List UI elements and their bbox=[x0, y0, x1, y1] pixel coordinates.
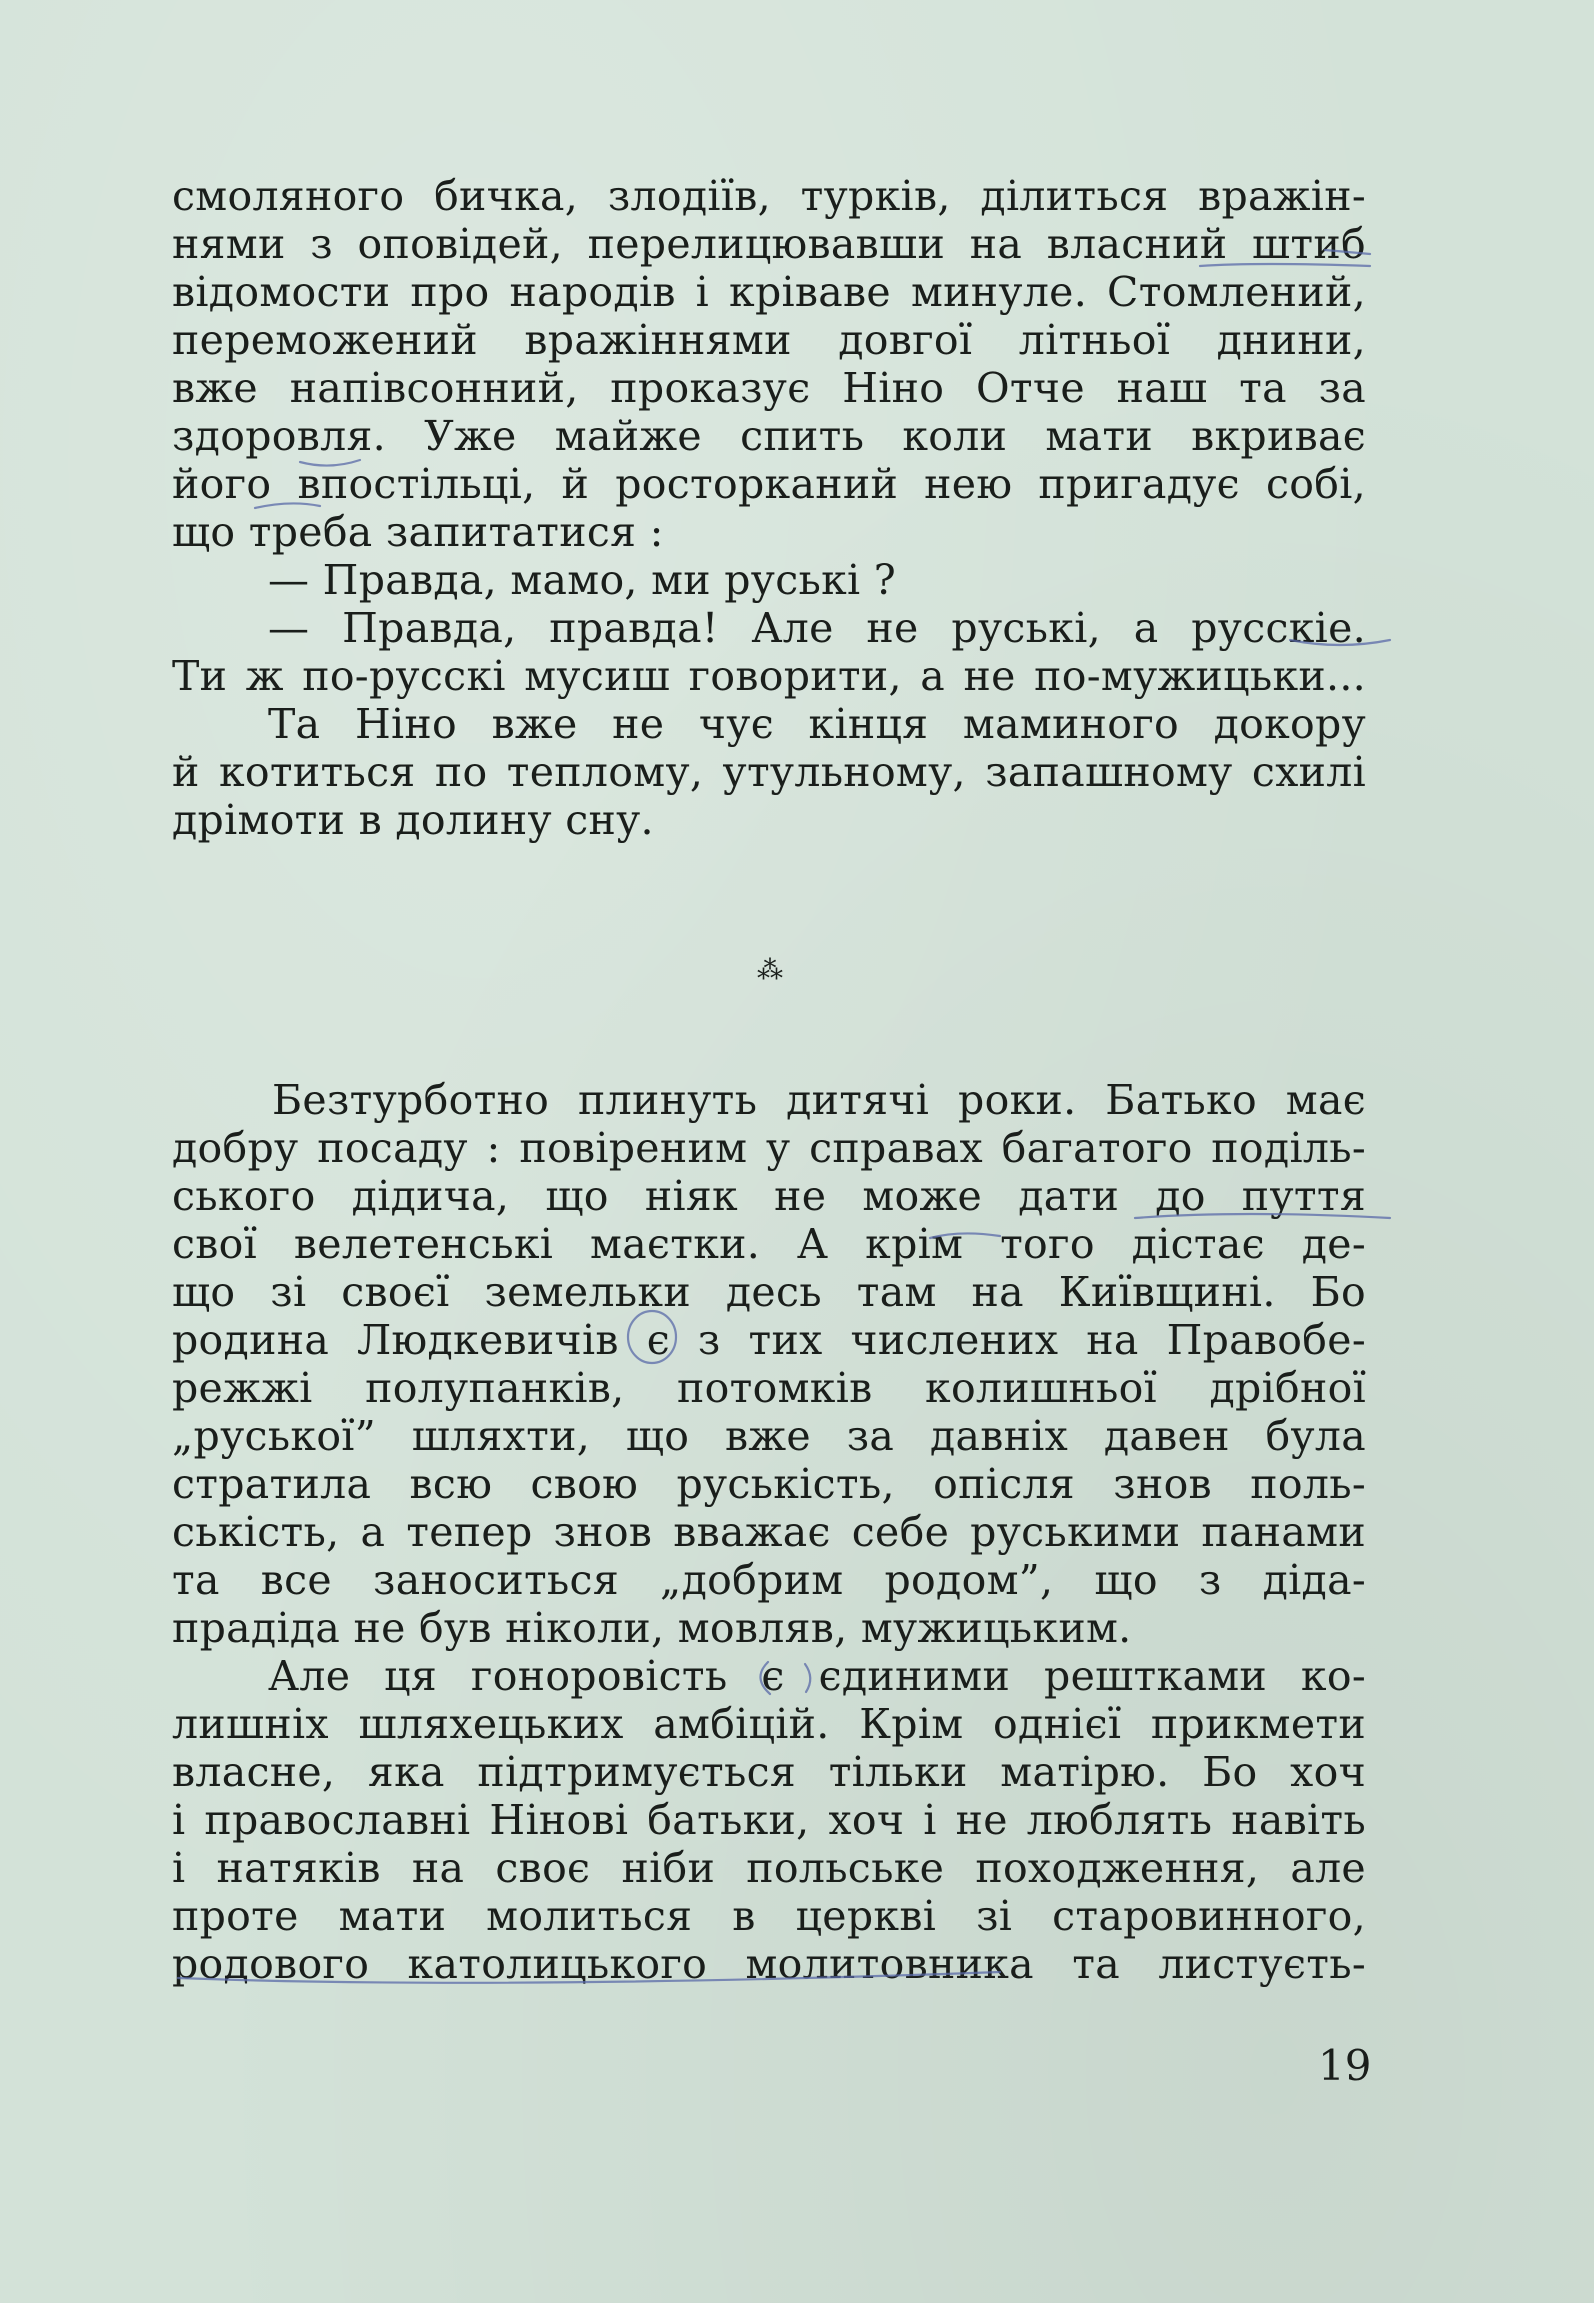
text-line: режжі полупанків, потомків колишньої дрібної bbox=[172, 1364, 1366, 1412]
text-line: стратила всю свою руськість, опісля знов поль- bbox=[172, 1460, 1366, 1508]
text-line: проте мати молиться в церкві зі старовинного, bbox=[172, 1892, 1366, 1940]
text-line: відомости про народів і кріваве минуле. Стомлений, bbox=[172, 268, 1366, 316]
text-section-bottom bbox=[172, 1076, 1366, 1988]
text-line: родина Людкевичів є з тих числених на Правобе- bbox=[172, 1316, 1366, 1364]
text-line: ськість, а тепер знов вважає себе руськими панами bbox=[172, 1508, 1366, 1556]
text-line: прадіда не був ніколи, мовляв, мужицьким. bbox=[172, 1604, 1132, 1652]
text-line: лишніх шляхецьких амбіцій. Крім однієї прикмети bbox=[172, 1700, 1366, 1748]
text-line: ського дідича, що ніяк не може дати до пуття bbox=[172, 1172, 1366, 1220]
text-line: його впостільці, й росторканий нею пригадує собі, bbox=[172, 460, 1366, 508]
text-line: переможений вражіннями довгої літньої днини, bbox=[172, 316, 1366, 364]
page-number: 19 bbox=[1318, 2041, 1372, 2090]
text-line: родового католицького молитовника та листуєть- bbox=[172, 1940, 1366, 1988]
text-line: і натяків на своє ніби польське походження, але bbox=[172, 1844, 1366, 1892]
text-line: „руської” шляхти, що вже за давніх давен була bbox=[172, 1412, 1366, 1460]
text-line: і православні Нінові батьки, хоч і не люблять навіть bbox=[172, 1796, 1366, 1844]
text-line: та все заноситься „добрим родом”, що з діда- bbox=[172, 1556, 1366, 1604]
paragraph-start-line: Але ця гоноровість є єдиними рештками ко- bbox=[268, 1652, 1366, 1700]
text-line: нями з оповідей, перелицювавши на власний штиб bbox=[172, 220, 1366, 268]
text-line: смоляного бичка, злодіїв, турків, ділиться вражін- bbox=[172, 172, 1366, 220]
text-line: добру посаду : повіреним у справах багатого поділь- bbox=[172, 1124, 1366, 1172]
text-line: Ти ж по-русскі мусиш говорити, а не по-мужицьки... bbox=[172, 652, 1366, 700]
text-line: що треба запитатися : bbox=[172, 508, 664, 556]
dialogue-line: — Правда, мамо, ми руські ? bbox=[268, 556, 897, 604]
section-separator: ⁂ bbox=[757, 956, 783, 986]
text-line: вже напівсонний, проказує Ніно Отче наш та за bbox=[172, 364, 1366, 412]
text-line: й котиться по теплому, утульному, запашному схилі bbox=[172, 748, 1366, 796]
dialogue-line: — Правда, правда! Але не руські, а русскіе. bbox=[268, 604, 1366, 652]
text-line: що зі своєї земельки десь там на Київщині. Бо bbox=[172, 1268, 1366, 1316]
paragraph-start-line: Безтурботно плинуть дитячі роки. Батько має bbox=[272, 1076, 1366, 1124]
text-line: свої велетенські маєтки. А крім того дістає де- bbox=[172, 1220, 1366, 1268]
text-line: дрімоти в долину сну. bbox=[172, 796, 654, 844]
text-section-top bbox=[172, 172, 1366, 844]
text-line: власне, яка підтримується тільки матірю. Бо хоч bbox=[172, 1748, 1366, 1796]
text-line: здоровля. Уже майже спить коли мати вкриває bbox=[172, 412, 1366, 460]
paragraph-start-line: Та Ніно вже не чує кінця маминого докору bbox=[268, 700, 1366, 748]
